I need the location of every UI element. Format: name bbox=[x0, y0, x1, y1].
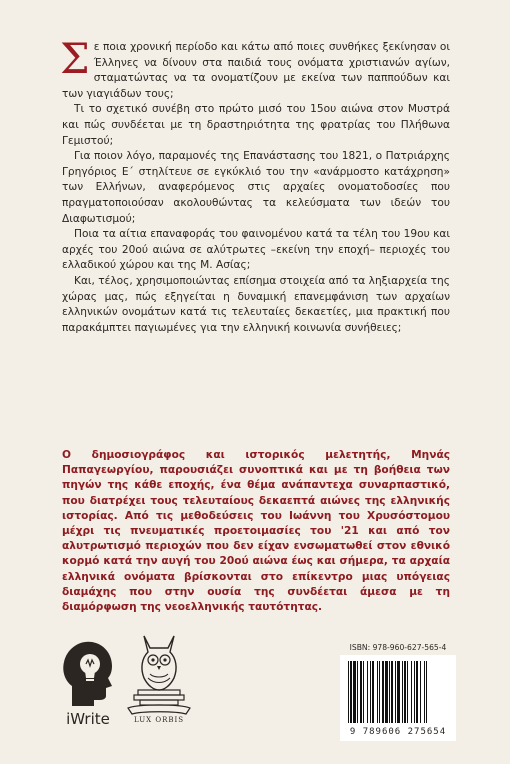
iwrite-brand: iWrite bbox=[66, 710, 110, 728]
lux-orbis-seal bbox=[124, 628, 194, 736]
publisher-logos bbox=[58, 628, 258, 738]
question-4: Ποια τα αίτια επαναφοράς του φαινομένου κατά τα τέλη του 19ου και αρχές του 20ού αιώνα σε αλύτρωτες –εκείνη την εποχή– περιοχές του ελλαδικού χώρου και της Μ. Ασίας; bbox=[62, 228, 450, 272]
barcode-digits: 9 789606 275654 bbox=[349, 727, 447, 737]
iwrite-logo bbox=[58, 634, 118, 734]
book-description: Ο δημοσιογράφος και ιστορικός μελετητής, Μηνάς Παπαγεωργίου, παρουσιάζει συνοπτικά και με τη βοήθεια των πηγών της κάθε εποχής, ένα θέμα ανάπαντεχα συναρπαστικό, που διατρέχει τους τελευταίους δεκαεπτά αιώνες της ελληνικής ιστορίας. Από τις μεθοδεύσεις του Ιωάννη του Χρυσόστομου μέχρι τις πνευματικές προετοιμασίες του '21 και από τον αλυτρωτισμό περιοχών που δεν είχαν ενσωματωθεί στον εθνικό κορμό κατά την αυγή του 20ού αιώνα έως και σήμερα, τα αρχαία ελληνικά ονόματα βρίσκονται στο επίκεντρο μιας υπόγειας διαμάχης που στην ουσία της συνδέεται άμεσα με τη διαμόρφωση της νεοελληνικής ταυτότητας. bbox=[62, 449, 450, 614]
question-1 bbox=[60, 34, 450, 102]
question-5: Και, τέλος, χρησιμοποιώντας επίσημα στοιχεία από τα ληξιαρχεία της χώρας μας, πώς εξηγείται η δυναμική επανεμφάνιση των αρχαίων ελληνικών ονομάτων κατά τις τελευταίες δεκαετίες, μια πρακτική που παρακάμπτει παγιωμένες για την ελληνική κοινωνία συνήθειες; bbox=[62, 274, 450, 334]
isbn-label: ISBN: 978-960-627-565-4 bbox=[349, 643, 447, 652]
question-2: Τι το σχετικό συνέβη στο πρώτο μισό του 15ου αιώνα στον Μυστρά και πώς συνδέεται με τη δραστηριότητα της φρατρίας του Πλήθωνα Γεμιστού; bbox=[62, 103, 450, 147]
barcode-bars bbox=[340, 655, 456, 727]
isbn-block bbox=[338, 643, 458, 741]
questions-block bbox=[60, 34, 450, 336]
owl-on-books-icon bbox=[124, 628, 194, 716]
barcode bbox=[340, 655, 456, 741]
head-lightbulb-icon bbox=[58, 634, 118, 710]
question-1-text: ε ποια χρονική περίοδο και κάτω από ποιες συνθήκες ξεκίνησαν οι Έλληνες να δίνουν στα παιδιά τους ονόματα χριστιανών αγίων, σταματώντας να τα ονοματίζουν με εκείνα των παππούδων και των γιαγιάδων τους; bbox=[62, 41, 450, 100]
drop-cap: Σ bbox=[60, 34, 90, 83]
seal-ribbon-text: LUX ORBIS bbox=[133, 716, 185, 724]
question-3: Για ποιον λόγο, παραμονές της Επανάστασης του 1821, ο Πατριάρχης Γρηγόριος Ε΄ στηλίτευε σε εγκύκλιό του την «ανάρμοστο κατάχρηση» των Ελλήνων, αναφερόμενος στις αρχαίες ονοματοδοσίες που πραγματοποιούσαν ακολουθώντας τα κελεύσματα των ιδεών του Διαφωτισμού; bbox=[62, 150, 450, 225]
